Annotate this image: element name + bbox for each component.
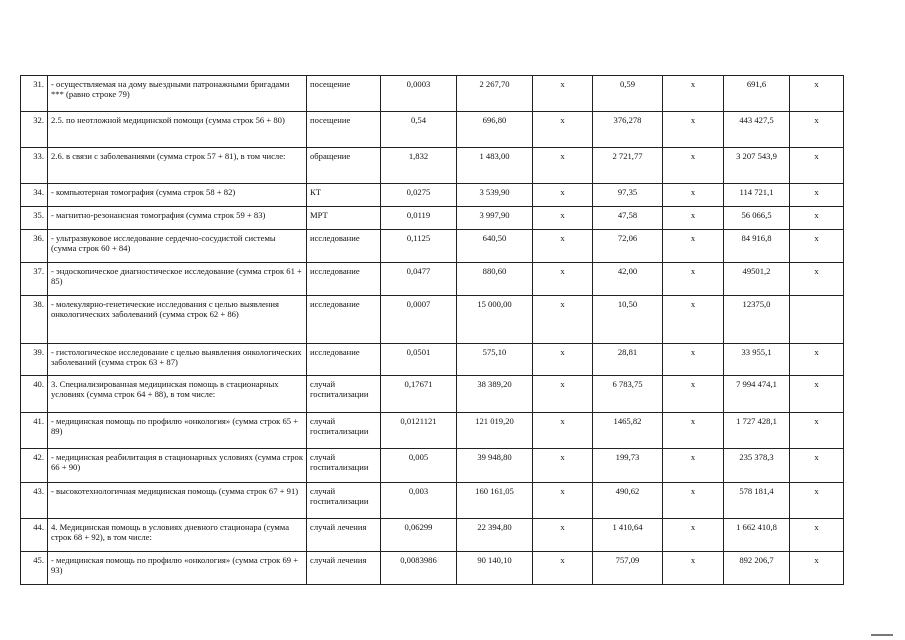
- total-value-cell: 892 206,7: [724, 552, 790, 585]
- per-capita-value-cell: 47,58: [593, 207, 663, 230]
- x-mark-cell: x: [790, 449, 844, 483]
- row-name-cell: - эндоскопическое диагностическое исследование (сумма строк 61 + 85): [48, 263, 307, 296]
- row-name-cell: - ультразвуковое исследование сердечно-сосудистой системы (сумма строк 60 + 84): [48, 230, 307, 263]
- x-mark-cell: x: [790, 112, 844, 148]
- row-name-cell: - медицинская помощь по профилю «онкология» (сумма строк 69 + 93): [48, 552, 307, 585]
- unit-cell: исследование: [307, 296, 381, 344]
- cost-value-cell: 38 389,20: [457, 376, 533, 413]
- norm-value-cell: 0,0501: [381, 344, 457, 376]
- x-mark-cell: x: [663, 413, 724, 449]
- x-mark-cell: x: [663, 184, 724, 207]
- row-number-cell: 32.: [21, 112, 48, 148]
- row-name-cell: - компьютерная томография (сумма строк 58 + 82): [48, 184, 307, 207]
- total-value-cell: 49501,2: [724, 263, 790, 296]
- row-number-cell: 34.: [21, 184, 48, 207]
- row-number-cell: 37.: [21, 263, 48, 296]
- table-row: [21, 296, 844, 344]
- per-capita-value-cell: 2 721,77: [593, 148, 663, 184]
- row-number-cell: 35.: [21, 207, 48, 230]
- unit-cell: случай госпитализации: [307, 376, 381, 413]
- table-row: [21, 483, 844, 519]
- table-row: [21, 519, 844, 552]
- row-name-cell: 2.5. по неотложной медицинской помощи (сумма строк 56 + 80): [48, 112, 307, 148]
- unit-cell: исследование: [307, 344, 381, 376]
- table-row: [21, 76, 844, 112]
- x-mark-cell: x: [663, 344, 724, 376]
- x-mark-cell: x: [790, 207, 844, 230]
- row-name-cell: 2.6. в связи с заболеваниями (сумма строк 57 + 81), в том числе:: [48, 148, 307, 184]
- cost-value-cell: 1 483,00: [457, 148, 533, 184]
- unit-cell: случай лечения: [307, 552, 381, 585]
- per-capita-value-cell: 757,09: [593, 552, 663, 585]
- per-capita-value-cell: 10,50: [593, 296, 663, 344]
- unit-cell: исследование: [307, 263, 381, 296]
- table-body: [21, 76, 844, 585]
- x-mark-cell: x: [790, 344, 844, 376]
- x-mark-cell: x: [790, 263, 844, 296]
- per-capita-value-cell: 376,278: [593, 112, 663, 148]
- row-number-cell: 44.: [21, 519, 48, 552]
- row-name-cell: 4. Медицинская помощь в условиях дневного стационара (сумма строк 68 + 92), в том числе:: [48, 519, 307, 552]
- row-number-cell: 38.: [21, 296, 48, 344]
- total-value-cell: 1 727 428,1: [724, 413, 790, 449]
- row-number-cell: 40.: [21, 376, 48, 413]
- per-capita-value-cell: 97,35: [593, 184, 663, 207]
- total-value-cell: 7 994 474,1: [724, 376, 790, 413]
- table-row: [21, 376, 844, 413]
- x-mark-cell: x: [533, 413, 593, 449]
- x-mark-cell: x: [533, 76, 593, 112]
- table-row: [21, 230, 844, 263]
- per-capita-value-cell: 42,00: [593, 263, 663, 296]
- cost-value-cell: 880,60: [457, 263, 533, 296]
- norm-value-cell: 0,0119: [381, 207, 457, 230]
- indicators-table: [20, 75, 844, 585]
- row-number-cell: 45.: [21, 552, 48, 585]
- x-mark-cell: x: [790, 148, 844, 184]
- per-capita-value-cell: 1465,82: [593, 413, 663, 449]
- per-capita-value-cell: 199,73: [593, 449, 663, 483]
- unit-cell: КТ: [307, 184, 381, 207]
- norm-value-cell: 0,0007: [381, 296, 457, 344]
- norm-value-cell: 0,003: [381, 483, 457, 519]
- x-mark-cell: x: [790, 519, 844, 552]
- table-row: [21, 344, 844, 376]
- unit-cell: случай госпитализации: [307, 413, 381, 449]
- row-name-cell: - гистологическое исследование с целью выявления онкологических заболеваний (сумма строк 63 + 87): [48, 344, 307, 376]
- cost-value-cell: 15 000,00: [457, 296, 533, 344]
- row-name-cell: - медицинская реабилитация в стационарных условиях (сумма строк 66 + 90): [48, 449, 307, 483]
- x-mark-cell: x: [663, 552, 724, 585]
- unit-cell: МРТ: [307, 207, 381, 230]
- x-mark-cell: x: [533, 344, 593, 376]
- table-row: [21, 112, 844, 148]
- x-mark-cell: x: [533, 263, 593, 296]
- cost-value-cell: 121 019,20: [457, 413, 533, 449]
- table-row: [21, 263, 844, 296]
- norm-value-cell: 0,0083986: [381, 552, 457, 585]
- row-name-cell: - высокотехнологичная медицинская помощь (сумма строк 67 + 91): [48, 483, 307, 519]
- per-capita-value-cell: 490,62: [593, 483, 663, 519]
- x-mark-cell: x: [790, 483, 844, 519]
- total-value-cell: 1 662 410,8: [724, 519, 790, 552]
- table-row: [21, 552, 844, 585]
- x-mark-cell: x: [533, 449, 593, 483]
- x-mark-cell: x: [790, 76, 844, 112]
- x-mark-cell: x: [533, 483, 593, 519]
- total-value-cell: 12375,0: [724, 296, 790, 344]
- x-mark-cell: x: [790, 184, 844, 207]
- per-capita-value-cell: 72,06: [593, 230, 663, 263]
- x-mark-cell: x: [790, 230, 844, 263]
- x-mark-cell: x: [663, 207, 724, 230]
- norm-value-cell: 0,0121121: [381, 413, 457, 449]
- x-mark-cell: x: [663, 230, 724, 263]
- norm-value-cell: 0,005: [381, 449, 457, 483]
- per-capita-value-cell: 1 410,64: [593, 519, 663, 552]
- norm-value-cell: 1,832: [381, 148, 457, 184]
- row-name-cell: - магнитно-резонансная томография (сумма строк 59 + 83): [48, 207, 307, 230]
- total-value-cell: 443 427,5: [724, 112, 790, 148]
- table-row: [21, 184, 844, 207]
- x-mark-cell: x: [663, 148, 724, 184]
- x-mark-cell: x: [533, 148, 593, 184]
- x-mark-cell: x: [663, 449, 724, 483]
- x-mark-cell: x: [663, 296, 724, 344]
- x-mark-cell: x: [790, 413, 844, 449]
- per-capita-value-cell: 6 783,75: [593, 376, 663, 413]
- x-mark-cell: x: [663, 263, 724, 296]
- table-row: [21, 413, 844, 449]
- unit-cell: случай лечения: [307, 519, 381, 552]
- x-mark-cell: [790, 296, 844, 344]
- total-value-cell: 33 955,1: [724, 344, 790, 376]
- x-mark-cell: x: [533, 112, 593, 148]
- x-mark-cell: x: [663, 483, 724, 519]
- x-mark-cell: x: [533, 296, 593, 344]
- unit-cell: случай госпитализации: [307, 449, 381, 483]
- row-number-cell: 33.: [21, 148, 48, 184]
- table-row: [21, 449, 844, 483]
- norm-value-cell: 0,0477: [381, 263, 457, 296]
- cost-value-cell: 3 539,90: [457, 184, 533, 207]
- unit-cell: посещение: [307, 112, 381, 148]
- cost-value-cell: 39 948,80: [457, 449, 533, 483]
- cost-value-cell: 22 394,80: [457, 519, 533, 552]
- total-value-cell: 56 066,5: [724, 207, 790, 230]
- x-mark-cell: x: [663, 376, 724, 413]
- x-mark-cell: x: [533, 552, 593, 585]
- row-number-cell: 43.: [21, 483, 48, 519]
- x-mark-cell: x: [663, 76, 724, 112]
- unit-cell: обращение: [307, 148, 381, 184]
- unit-cell: случай госпитализации: [307, 483, 381, 519]
- row-name-cell: - медицинская помощь по профилю «онкология» (сумма строк 65 + 89): [48, 413, 307, 449]
- x-mark-cell: x: [663, 112, 724, 148]
- row-number-cell: 39.: [21, 344, 48, 376]
- cost-value-cell: 90 140,10: [457, 552, 533, 585]
- total-value-cell: 3 207 543,9: [724, 148, 790, 184]
- row-name-cell: - молекулярно-генетические исследования с целью выявления онкологических заболеваний (сумма строк 62 + 86): [48, 296, 307, 344]
- unit-cell: исследование: [307, 230, 381, 263]
- row-number-cell: 36.: [21, 230, 48, 263]
- total-value-cell: 235 378,3: [724, 449, 790, 483]
- norm-value-cell: 0,0275: [381, 184, 457, 207]
- x-mark-cell: x: [533, 519, 593, 552]
- norm-value-cell: 0,17671: [381, 376, 457, 413]
- cost-value-cell: 3 997,90: [457, 207, 533, 230]
- x-mark-cell: x: [533, 184, 593, 207]
- total-value-cell: 84 916,8: [724, 230, 790, 263]
- row-number-cell: 41.: [21, 413, 48, 449]
- cost-value-cell: 160 161,05: [457, 483, 533, 519]
- per-capita-value-cell: 28,81: [593, 344, 663, 376]
- total-value-cell: 691,6: [724, 76, 790, 112]
- row-number-cell: 31.: [21, 76, 48, 112]
- page-edge-mark: [871, 634, 893, 636]
- norm-value-cell: 0,06299: [381, 519, 457, 552]
- x-mark-cell: x: [533, 230, 593, 263]
- row-number-cell: 42.: [21, 449, 48, 483]
- table-row: [21, 207, 844, 230]
- table-row: [21, 148, 844, 184]
- unit-cell: посещение: [307, 76, 381, 112]
- x-mark-cell: x: [663, 519, 724, 552]
- per-capita-value-cell: 0,59: [593, 76, 663, 112]
- norm-value-cell: 0,1125: [381, 230, 457, 263]
- x-mark-cell: x: [533, 207, 593, 230]
- total-value-cell: 114 721,1: [724, 184, 790, 207]
- cost-value-cell: 575,10: [457, 344, 533, 376]
- row-name-cell: 3. Специализированная медицинская помощь в стационарных условиях (сумма строк 64 + 88), в том числе:: [48, 376, 307, 413]
- x-mark-cell: x: [790, 552, 844, 585]
- cost-value-cell: 696,80: [457, 112, 533, 148]
- norm-value-cell: 0,54: [381, 112, 457, 148]
- row-name-cell: - осуществляемая на дому выездными патронажными бригадами *** (равно строке 79): [48, 76, 307, 112]
- x-mark-cell: x: [790, 376, 844, 413]
- cost-value-cell: 2 267,70: [457, 76, 533, 112]
- total-value-cell: 578 181,4: [724, 483, 790, 519]
- x-mark-cell: x: [533, 376, 593, 413]
- norm-value-cell: 0,0003: [381, 76, 457, 112]
- cost-value-cell: 640,50: [457, 230, 533, 263]
